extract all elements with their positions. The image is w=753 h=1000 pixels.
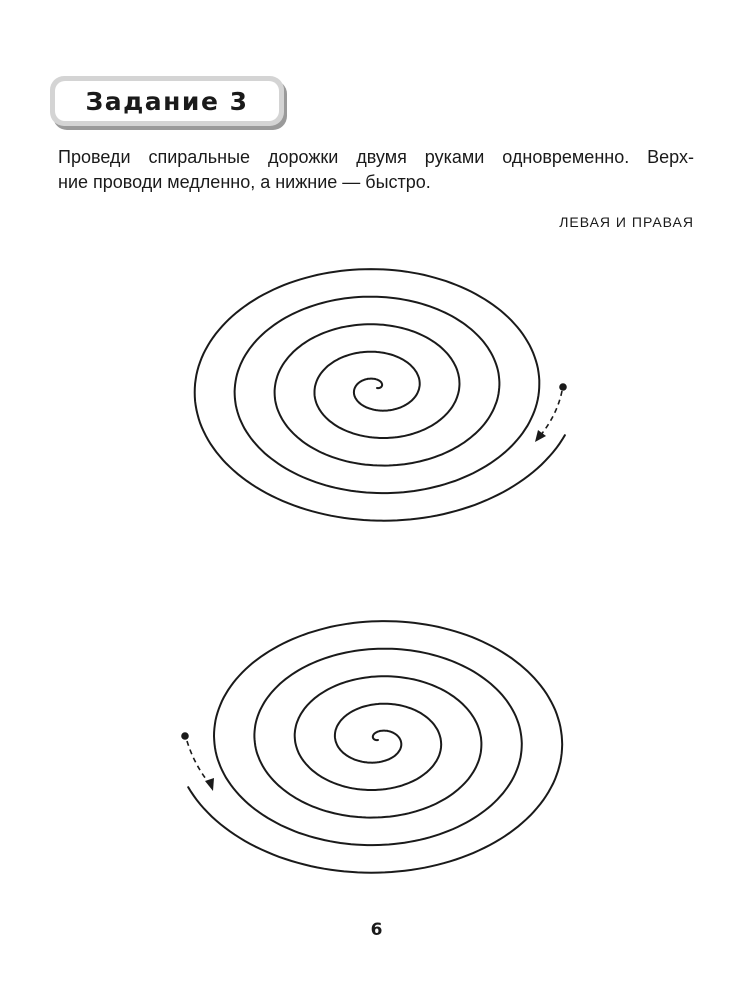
bottom-direction-arrow-icon (205, 778, 214, 791)
instructions-line-1: Проведи спиральные дорожки двумя руками одновременно. Верх- (58, 147, 694, 167)
instructions-line-2: ние проводи медленно, а нижние — быстро. (58, 172, 431, 192)
hands-label: ЛЕВАЯ И ПРАВАЯ (559, 214, 694, 230)
bottom-direction-guide (187, 741, 209, 783)
bottom-spiral-path (188, 621, 562, 873)
task-title: Задание 3 (85, 86, 249, 116)
page-number: 6 (370, 920, 383, 940)
bottom-start-dot-icon (181, 732, 189, 740)
